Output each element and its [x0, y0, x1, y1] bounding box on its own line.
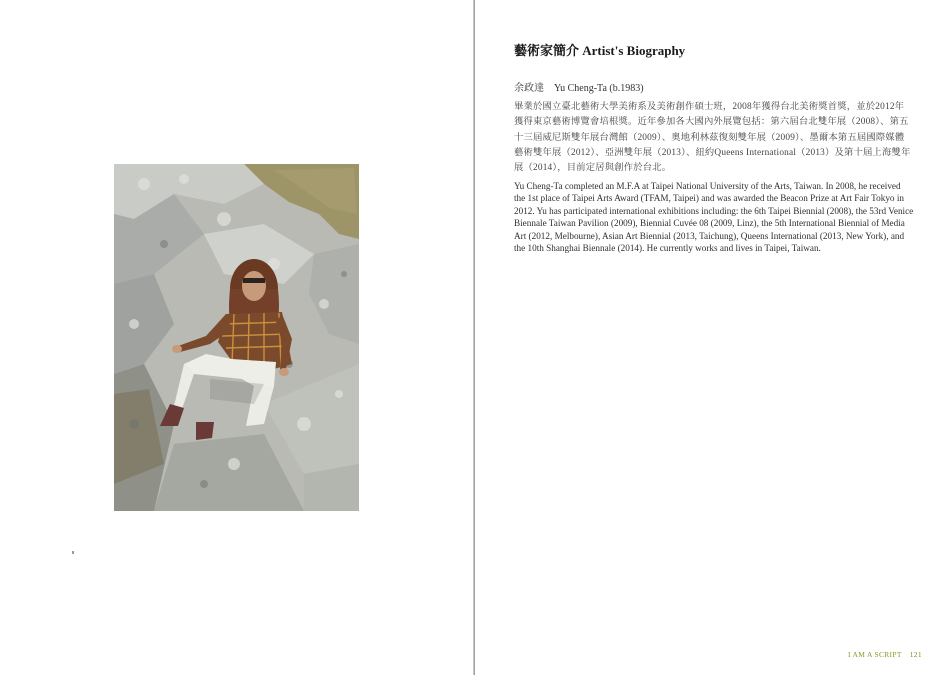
book-title: I AM A SCRIPT	[848, 650, 902, 659]
page-footer	[848, 650, 922, 659]
artist-photo-image	[114, 164, 359, 511]
artist-name-line: 余政達 Yu Cheng-Ta (b.1983)	[514, 83, 644, 94]
biography-chinese: 畢業於國立臺北藝術大學美術系及美術創作碩士班，2008年獲得台北美術獎首獎，並於2012年獲得東京藝術博覽會培根獎。近年參加各大國內外展覽包括：第六屆台北雙年展（2008）、第五十三屆威尼斯雙年展台灣館（2009）、奧地利林茲復刻雙年展（2009）、墨爾本第五屆國際媒體藝術雙年展（2012）、亞洲雙年展（2013）、紐約Queens International（2013）及第十屆上海雙年展（2014），目前定居與創作於台北。	[514, 102, 911, 174]
page-number: 121	[909, 650, 922, 659]
right-page	[475, 0, 952, 675]
biography-english: Yu Cheng-Ta completed an M.F.A at Taipei National University of the Arts, Taiwan. In 2008, he received the 1st place of Taipei Arts Award (TFAM, Taipei) and was awarded the Beacon Prize at Art Fair Tokyo in 2012. Yu has participated international exhibitions including: the 6th Taipei Biennial (2008), the 53rd Venice Biennale Taiwan Pavilion (2009), Biennial Cuvée 08 (2009, Linz), the 5th International Biennial of Media Art (2012, Melbourne), Asian Art Biennial (2013, Taichung), Queens International (2013, New York), and the 10th Shanghai Biennale (2014). He currently works and lives in Taipei, Taiwan.	[514, 181, 914, 254]
artist-photo	[114, 164, 359, 511]
page-title: 藝術家簡介 Artist's Biography	[514, 43, 686, 58]
scan-speck	[72, 551, 74, 554]
left-page	[0, 0, 473, 675]
